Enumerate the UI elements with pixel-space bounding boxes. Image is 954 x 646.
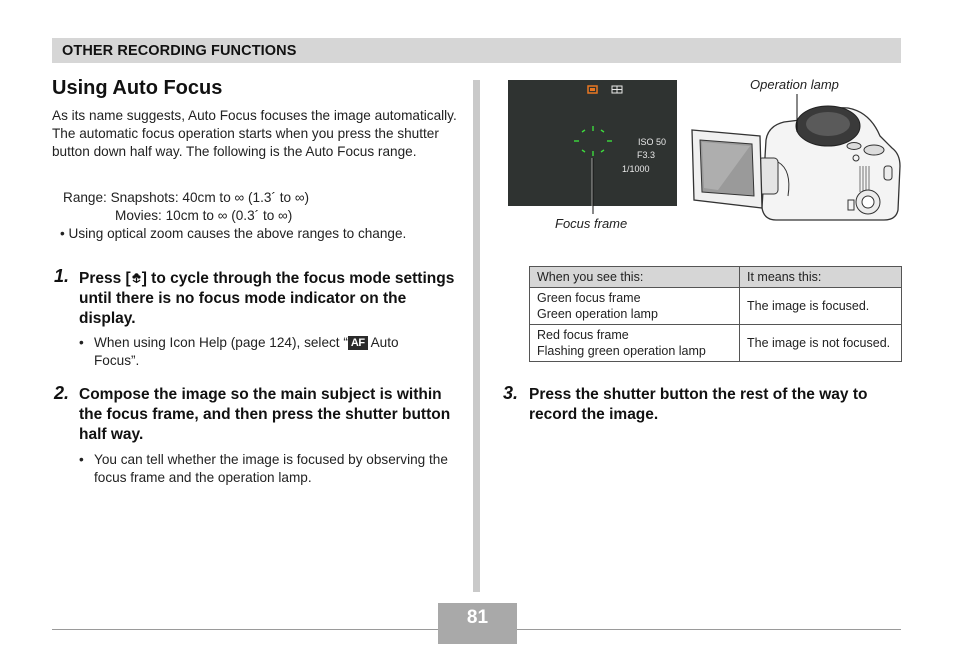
step-1-bullet-end: Auto Focus”. <box>94 335 399 368</box>
column-divider <box>473 80 480 592</box>
step-3-text: Press the shutter button the rest of the way to record the image. <box>529 386 868 423</box>
table-cell-line: Green operation lamp <box>537 307 658 321</box>
range-snapshots: Range: Snapshots: 40cm to ∞ (1.3´ to ∞) <box>63 190 310 205</box>
step-1-text-end: ] to cycle through the focus mode settings until there is no focus mode indicator on the display. <box>79 270 455 327</box>
table-header-row <box>530 267 902 288</box>
table-cell-line: Flashing green operation lamp <box>537 344 706 358</box>
table-cell-line: Green focus frame <box>537 291 641 305</box>
table-cell-line: Red focus frame <box>537 328 629 342</box>
table-header-cell: When you see this: <box>530 267 740 288</box>
table-row <box>530 325 902 362</box>
range-note: • Using optical zoom causes the above ranges to change. <box>60 226 407 241</box>
step-1-text-start: Press [ <box>79 270 131 287</box>
intro-paragraph: As its name suggests, Auto Focus focuses the image automatically. The automatic focus operation starts when you press the shutter button down half way. The following is the Auto Focus range. <box>52 108 457 159</box>
step-2-text: Compose the image so the main subject is within the focus frame, and then press the shutter button half way. <box>79 386 451 443</box>
operation-lamp-label: Operation lamp <box>750 77 839 92</box>
table-header-cell: It means this: <box>740 267 902 288</box>
table-cell <box>530 325 740 362</box>
lcd-screen-graphic <box>508 80 677 206</box>
focus-frame-label: Focus frame <box>555 216 628 231</box>
af-icon: AF <box>348 336 368 350</box>
step-1-number: 1. <box>54 266 70 286</box>
flower-macro-icon <box>131 272 142 284</box>
lcd-screen <box>508 80 677 206</box>
step-1-bullet <box>94 334 444 370</box>
page-number: 81 <box>466 607 489 628</box>
step-1-text <box>79 269 464 329</box>
section-title: Using Auto Focus <box>52 77 223 99</box>
metering-icon <box>612 86 622 93</box>
table-cell <box>530 288 740 325</box>
step-2-number: 2. <box>54 383 70 403</box>
table-row <box>530 288 902 325</box>
iso-readout: ISO 50 <box>638 137 667 147</box>
focus-frame-icon <box>574 126 612 156</box>
bullet-dot: • <box>79 452 84 467</box>
step-3-number: 3. <box>503 383 519 403</box>
table-cell: The image is focused. <box>740 288 902 325</box>
table-cell: The image is not focused. <box>740 325 902 362</box>
camera-illustration <box>688 92 904 226</box>
range-movies: Movies: 10cm to ∞ (0.3´ to ∞) <box>115 208 293 223</box>
step-2-bullet: You can tell whether the image is focused by observing the focus frame and the operation lamp. <box>94 452 448 485</box>
bullet-dot: • <box>79 335 84 350</box>
step-1-bullet-start: When using Icon Help (page 124), select “ <box>94 335 348 350</box>
aperture-readout: F3.3 <box>637 150 656 160</box>
shutter-readout: 1/1000 <box>622 164 650 174</box>
focus-status-table <box>529 266 902 362</box>
header-title: OTHER RECORDING FUNCTIONS <box>62 43 297 59</box>
camera-icon <box>688 92 904 226</box>
